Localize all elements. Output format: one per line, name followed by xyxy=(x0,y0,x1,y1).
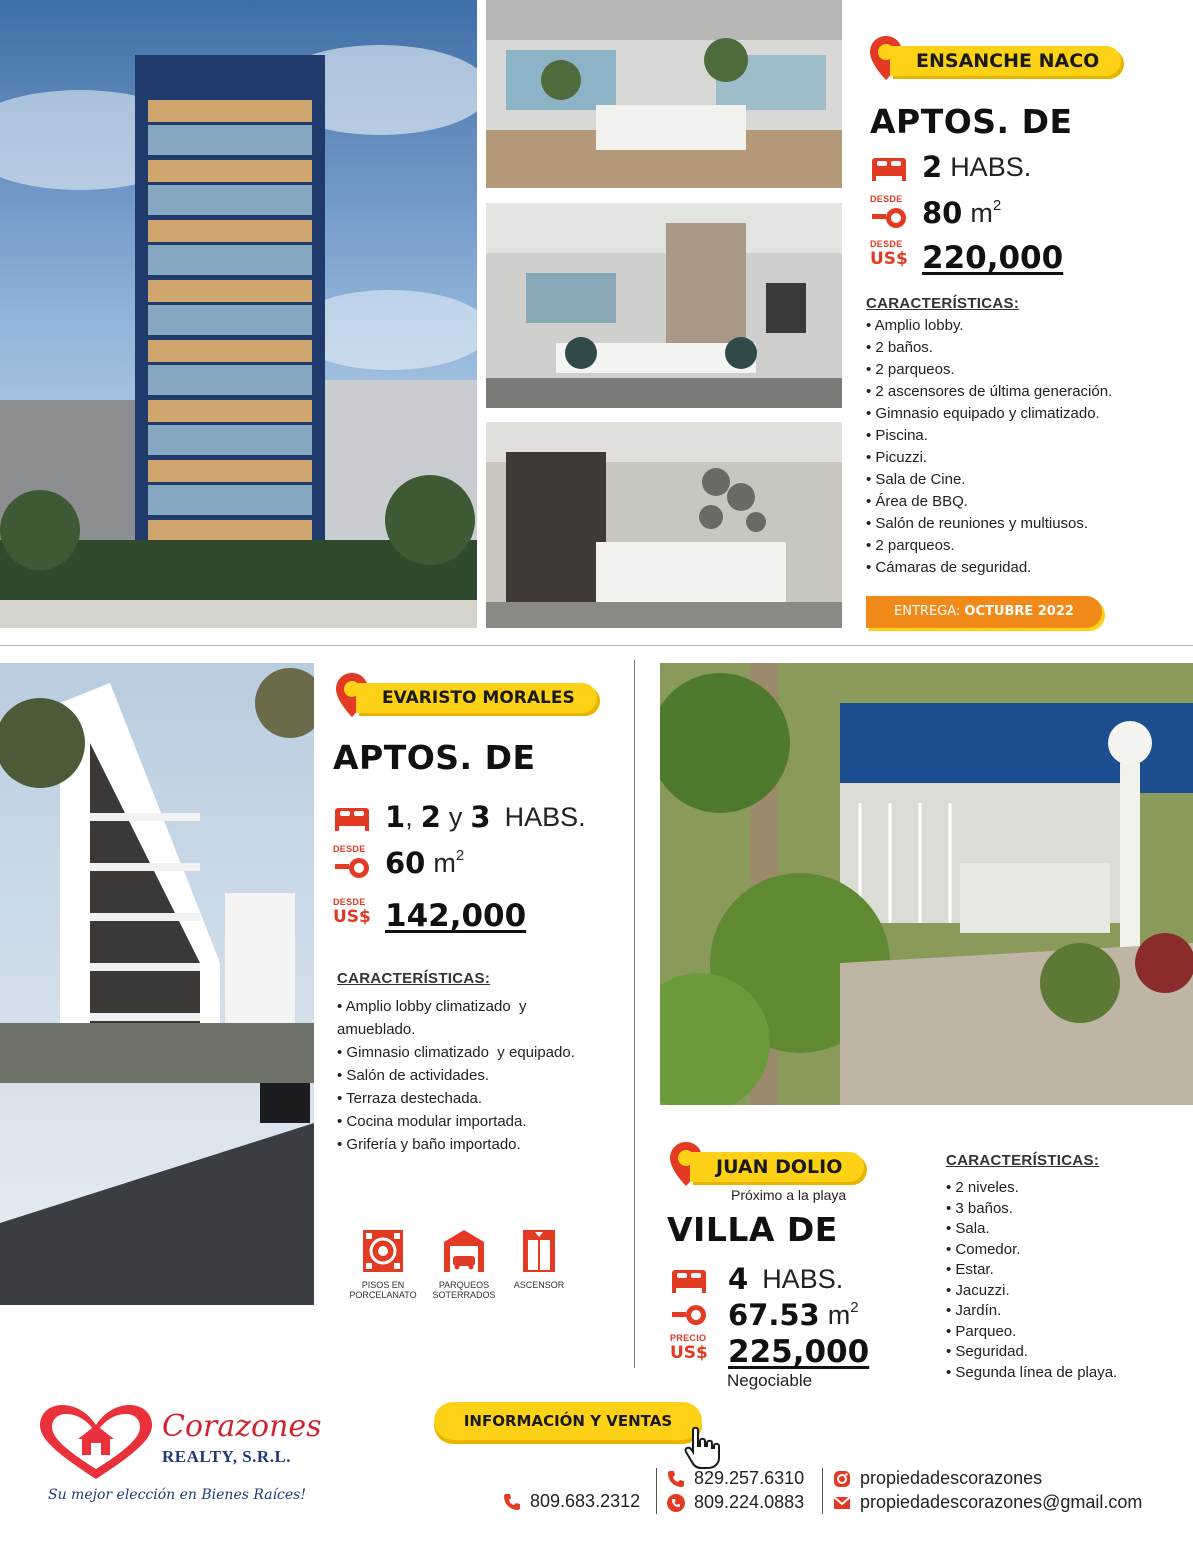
tile-floor-icon xyxy=(361,1228,405,1274)
feature-item: • Cocina modular importada. xyxy=(337,1110,607,1133)
whatsapp-contact[interactable]: 809.224.0883 xyxy=(666,1492,804,1513)
listing-title: APTOS. DE xyxy=(333,738,536,777)
listing-title: VILLA DE xyxy=(667,1210,838,1249)
price-row xyxy=(870,240,1063,276)
feature-item: • Salón de reuniones y multiusos. xyxy=(866,513,1112,535)
email-contact[interactable]: propiedadescorazones@gmail.com xyxy=(832,1492,1142,1513)
brand-logo xyxy=(36,1403,336,1513)
feature-item: • 2 parqueos. xyxy=(866,535,1112,557)
bed-icon xyxy=(870,152,908,182)
tape-measure-icon: DESDE xyxy=(870,198,908,228)
contact-divider xyxy=(822,1468,823,1514)
garage-icon xyxy=(442,1228,486,1274)
feature-item: • Gimnasio equipado y climatizado. xyxy=(866,403,1112,425)
elevator-icon xyxy=(517,1228,561,1274)
delivery-badge: ENTREGA: OCTUBRE 2022 xyxy=(866,596,1102,628)
brand-name: Corazones xyxy=(162,1409,322,1444)
feature-item: • 2 parqueos. xyxy=(866,359,1112,381)
location-label: EVARISTO MORALES xyxy=(356,683,597,713)
features-list xyxy=(946,1178,1117,1383)
brand-slogan: Su mejor elección en Bienes Raíces! xyxy=(48,1487,306,1503)
email-icon xyxy=(832,1493,852,1513)
price-label-block: DESDE US$ xyxy=(870,239,908,269)
phone-secondary[interactable]: 829.257.6310 xyxy=(666,1468,804,1489)
feature-item: • Jacuzzi. xyxy=(946,1281,1117,1302)
feature-item: • Comedor. xyxy=(946,1240,1117,1261)
location-label: JUAN DOLIO xyxy=(690,1152,864,1182)
rooms-row: 4 HABS. xyxy=(670,1262,843,1296)
price-value: 225,000 xyxy=(728,1334,870,1370)
price-value: 220,000 xyxy=(922,240,1064,276)
tower-rendering-image xyxy=(0,0,477,628)
features-heading: CARACTERÍSTICAS: xyxy=(946,1152,1100,1169)
area-row: 67.53 $m^2$ xyxy=(670,1298,859,1332)
features-list xyxy=(337,995,607,1156)
feature-item: • Área de BBQ. xyxy=(866,491,1112,513)
feature-item: • Jardín. xyxy=(946,1301,1117,1322)
bed-icon xyxy=(670,1264,708,1294)
area-row: DESDE 80 $m^2$ xyxy=(870,194,1002,230)
feature-item: • Gimnasio climatizado y equipado. xyxy=(337,1041,607,1064)
feature-item: • Amplio lobby. xyxy=(866,315,1112,337)
feature-item: • 2 ascensores de última generación. xyxy=(866,381,1112,403)
amenity-underground-parking: PARQUEOS SOTERRADOS xyxy=(428,1228,500,1300)
tape-measure-icon: DESDE xyxy=(333,848,371,878)
price-value: 142,000 xyxy=(385,898,527,934)
feature-item: • Seguridad. xyxy=(946,1342,1117,1363)
listing-title: APTOS. DE xyxy=(870,102,1073,141)
price-label-block: DESDE US$ xyxy=(333,897,371,927)
feature-item: • Sala de Cine. xyxy=(866,469,1112,491)
feature-item: • Terraza destechada. xyxy=(337,1087,607,1110)
villa-garden-image xyxy=(660,663,1193,1105)
feature-item: • Picuzzi. xyxy=(866,447,1112,469)
location-subtitle: Próximo a la playa xyxy=(731,1187,847,1203)
feature-item: • Salón de actividades. xyxy=(337,1064,607,1087)
section-divider xyxy=(0,645,1193,646)
contact-divider xyxy=(656,1468,657,1514)
amenity-porcelain-floors: PISOS EN PORCELANATO xyxy=(346,1228,420,1300)
rooms-row: 2 HABS. xyxy=(870,150,1031,184)
price-label-block: PRECIO US$ xyxy=(670,1333,708,1363)
feature-item: • 2 baños. xyxy=(866,337,1112,359)
feature-item: • Parqueo. xyxy=(946,1322,1117,1343)
price-row xyxy=(670,1334,869,1370)
area-row: DESDE 60 $m^2$ xyxy=(333,844,465,880)
price-row xyxy=(333,898,526,934)
feature-item: • Estar. xyxy=(946,1260,1117,1281)
feature-item: • Cámaras de seguridad. xyxy=(866,557,1112,579)
pointing-hand-icon xyxy=(683,1426,723,1470)
column-divider xyxy=(634,660,635,1368)
phone-icon xyxy=(502,1492,522,1512)
dining-room-image xyxy=(486,203,842,408)
feature-item: • Piscina. xyxy=(866,425,1112,447)
phone-main[interactable]: 809.683.2312 xyxy=(502,1491,640,1512)
phone-icon xyxy=(666,1469,686,1489)
feature-item: • 2 niveles. xyxy=(946,1178,1117,1199)
feature-item: • Segunda línea de playa. xyxy=(946,1363,1117,1384)
features-list xyxy=(866,315,1112,579)
brand-subtitle: REALTY, S.R.L. xyxy=(162,1447,292,1466)
feature-item: • Grifería y baño importado. xyxy=(337,1133,607,1156)
info-sales-button[interactable]: INFORMACIÓN Y VENTAS xyxy=(434,1402,702,1440)
feature-item: • 3 baños. xyxy=(946,1199,1117,1220)
bed-icon xyxy=(333,802,371,832)
rooms-row: 1 , 2 y 3 HABS. xyxy=(333,800,586,834)
instagram-contact[interactable]: propiedadescorazones xyxy=(832,1468,1042,1489)
heart-house-logo-icon xyxy=(36,1403,156,1483)
features-heading: CARACTERÍSTICAS: xyxy=(337,970,491,987)
bedroom-image xyxy=(486,422,842,628)
amenity-elevator: ASCENSOR xyxy=(508,1228,570,1290)
evaristo-building-image xyxy=(0,663,314,1305)
location-label: ENSANCHE NACO xyxy=(890,46,1121,76)
instagram-icon xyxy=(832,1469,852,1489)
whatsapp-icon xyxy=(666,1493,686,1513)
tape-measure-icon xyxy=(670,1300,708,1330)
feature-item: • Sala. xyxy=(946,1219,1117,1240)
features-heading: CARACTERÍSTICAS: xyxy=(866,295,1020,312)
living-room-image xyxy=(486,0,842,188)
feature-item: • Amplio lobby climatizado y amueblado. xyxy=(337,995,607,1041)
negotiable-note: Negociable xyxy=(727,1371,813,1390)
